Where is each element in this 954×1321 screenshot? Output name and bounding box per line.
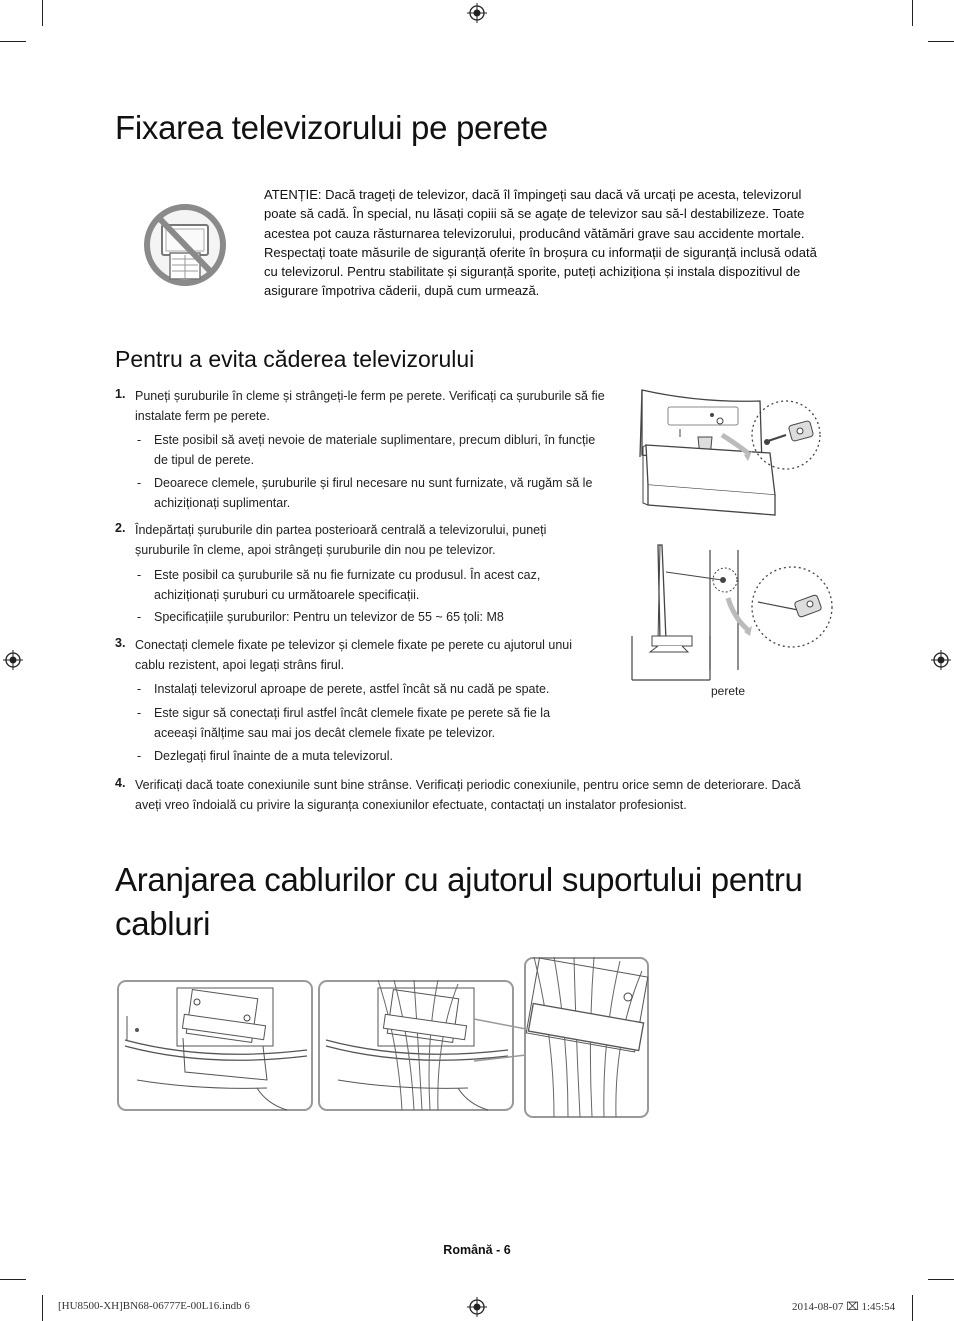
section-title-prevent-fall: Pentru a evita căderea televizorului <box>115 346 475 372</box>
crop-mark <box>928 41 954 42</box>
step-note: - Dezlegați firul înainte de a muta televizorul. <box>137 749 394 763</box>
crop-mark <box>0 1279 26 1280</box>
no-climbing-warning-icon <box>142 203 228 287</box>
warning-text: ATENȚIE: Dacă trageți de televizor, dacă îl împingeți sau dacă vă urcați pe acesta, televizorul poate să cadă. În special, nu lăsați copiii să se agațe de televizor sau să-l destabilizeze. Toate acestea pot cauza răsturnarea televizorului, producând vătămări grave sau accidente mortale. Respectați toate măsurile de siguranță oferite în broșura cu informații de siguranță inclusă odată cu televizorul. Pentru stabilitate și siguranță sporite, puteți achiziționa și instala dispozitivul de asigurare împotriva căderii, după cum urmează. <box>264 187 817 299</box>
crop-mark <box>0 41 26 42</box>
cable-holder-step1-illustration <box>117 980 313 1111</box>
file-info: [HU8500-XH]BN68-06777E-00L16.indb 6 <box>58 1300 250 1312</box>
registration-mark-icon <box>467 3 487 23</box>
registration-mark-icon <box>931 650 951 670</box>
crop-mark <box>912 0 913 26</box>
step-number: 3. <box>115 636 126 650</box>
wall-label: perete <box>711 684 746 698</box>
crop-mark <box>928 1279 954 1280</box>
step-note: - Este posibil ca șuruburile să nu fie furnizate cu produsul. În acest caz, achiziționați șuruburi cu următoarele specificații. <box>137 568 541 602</box>
registration-mark-icon <box>467 1297 487 1317</box>
tv-clamp-illustration <box>640 385 825 525</box>
tv-wall-illustration <box>630 540 835 680</box>
step-number: 4. <box>115 776 126 790</box>
zoom-connector <box>470 1015 530 1075</box>
section-title-cable-management: Aranjarea cablurilor cu ajutorul suportului pentru cabluri <box>115 861 803 942</box>
page-title: Fixarea televizorului pe perete <box>115 109 548 146</box>
page-number: Română - 6 <box>443 1243 511 1257</box>
step-note: - Specificațiile șuruburilor: Pentru un televizor de 55 ~ 65 țoli: M8 <box>137 610 504 624</box>
registration-mark-icon <box>3 650 23 670</box>
step-number: 1. <box>115 387 126 401</box>
step-note: - Deoarece clemele, șuruburile și firul necesare nu sunt furnizate, vă rugăm să le achiziționați suplimentar. <box>137 476 593 510</box>
step-note: - Instalați televizorul aproape de perete, astfel încât să nu cadă pe spate. <box>137 682 550 696</box>
step-text: Puneți șuruburile în cleme și strângeți-le ferm pe perete. Verificați ca șuruburile să fie instalate ferm pe perete. <box>135 389 605 423</box>
step-text: Îndepărtați șuruburile din partea posterioară centrală a televizorului, puneți șuruburile în cleme, apoi strângeți șuruburile din nou pe televizor. <box>135 523 547 557</box>
step-text: Verificați dacă toate conexiunile sunt bine strânse. Verificați periodic conexiunile, pentru orice semn de deteriorare. Dacă aveți vreo îndoială cu privire la siguranța conexiunilor efectuate, contactați un instalator profesionist. <box>135 778 801 812</box>
crop-mark <box>912 1295 913 1321</box>
step-note: - Este sigur să conectați firul astfel încât clemele fixate pe perete să fie la aceeași înălțime sau mai jos decât clemele fixate pe televizor. <box>137 706 551 740</box>
step-text: Conectați clemele fixate pe televizor și clemele fixate pe perete cu ajutorul unui cablu rezistent, apoi legați strâns firul. <box>135 638 573 672</box>
print-timestamp: 2014-08-07 ⌧ 1:45:54 <box>792 1301 896 1313</box>
step-number: 2. <box>115 521 126 535</box>
crop-mark <box>42 0 43 26</box>
cable-holder-detail-illustration <box>524 957 649 1118</box>
step-note: - Este posibil să aveți nevoie de materiale suplimentare, precum dibluri, în funcție de tipul de perete. <box>137 433 596 467</box>
crop-mark <box>42 1295 43 1321</box>
